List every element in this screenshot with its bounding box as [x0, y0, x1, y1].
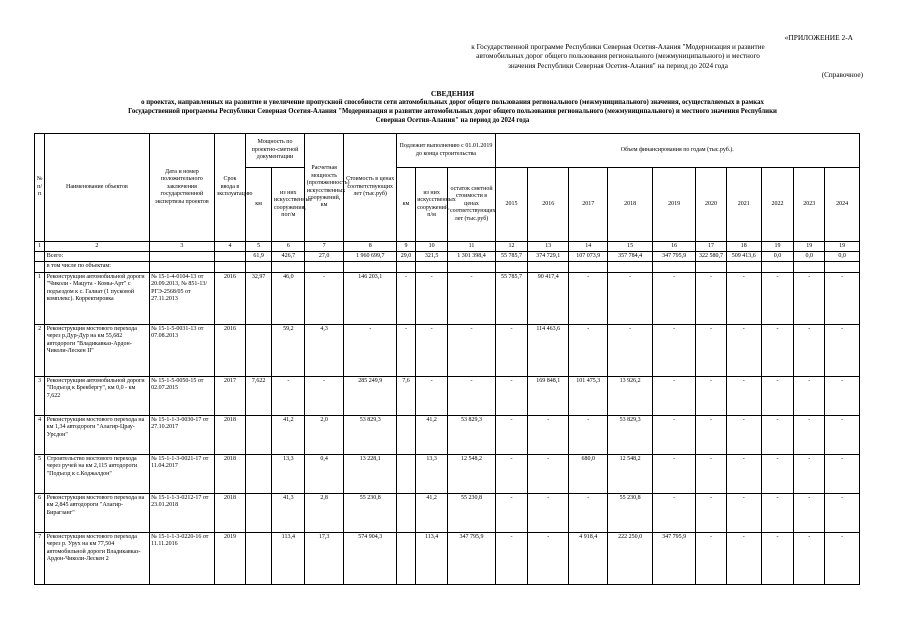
total-row: [35, 252, 860, 262]
table-cell: [245, 493, 272, 532]
empty-cell: [653, 262, 696, 272]
column-number: 4: [215, 242, 246, 252]
table-cell: [397, 532, 415, 584]
column-number: 19: [825, 242, 860, 252]
total-value: 426,7: [272, 252, 305, 262]
table-cell: [397, 415, 415, 454]
total-label: Всего:: [45, 252, 149, 262]
column-number: 8: [344, 242, 397, 252]
table-cell: 114 463,6: [528, 324, 569, 376]
table-row: [35, 415, 860, 454]
table-cell: 2016: [215, 324, 246, 376]
total-value: 321,5: [415, 252, 448, 262]
table-cell: -: [696, 454, 727, 493]
table-cell: -: [495, 493, 528, 532]
table-cell: -: [415, 376, 448, 415]
table-cell: -: [495, 324, 528, 376]
table-cell: 2018: [215, 415, 246, 454]
header-remaining-cost: остаток сметной стоимости в ценах соответствующих лет (тыс.руб): [448, 168, 495, 242]
column-number: 19: [794, 242, 825, 252]
empty-cell: [569, 262, 608, 272]
document-title: СВЕДЕНИЯ: [430, 89, 475, 98]
object-name-cell: Реконструкция автомобильной дороги "Подъезд к Брекбергу", км 0,0 - км 7,622: [45, 376, 149, 415]
header-expertise: Дата и номер положительного заключения государственной экспертизы проектов: [149, 134, 215, 242]
table-row: [35, 532, 860, 584]
table-cell: 12 548,2: [448, 454, 495, 493]
table-cell: 2017: [215, 376, 246, 415]
table-cell: 13 228,1: [344, 454, 397, 493]
table-cell: 574 904,3: [344, 532, 397, 584]
empty-cell: [825, 262, 860, 272]
header-year-2021: 2021: [726, 168, 761, 242]
table-cell: 2,0: [305, 415, 344, 454]
table-cell: -: [344, 324, 397, 376]
expertise-cell: № 15-1-5-0050-15 от 02.07.2015: [149, 376, 215, 415]
table-cell: 347 795,9: [653, 532, 696, 584]
table-cell: -: [696, 493, 727, 532]
table-cell: 13,3: [415, 454, 448, 493]
table-cell: -: [448, 324, 495, 376]
total-value: 322 580,7: [696, 252, 727, 262]
table-cell: -: [528, 415, 569, 454]
empty-cell: [761, 262, 794, 272]
table-cell: 2018: [215, 454, 246, 493]
empty-cell: [696, 262, 727, 272]
column-number: 17: [696, 242, 727, 252]
table-cell: -: [528, 454, 569, 493]
table-cell: -: [528, 493, 569, 532]
table-cell: -: [696, 272, 727, 324]
table-cell: -: [794, 532, 825, 584]
column-number: 11: [448, 242, 495, 252]
empty-cell: [528, 262, 569, 272]
table-cell: -: [825, 324, 860, 376]
table-cell: -: [696, 532, 727, 584]
table-row: [35, 493, 860, 532]
table-cell: 53 829,3: [448, 415, 495, 454]
total-value: 27,0: [305, 252, 344, 262]
empty-cell: [272, 262, 305, 272]
table-cell: [245, 324, 272, 376]
column-numbers-row: [35, 242, 860, 252]
header-art-structures: из них искусственные сооружения, пог/м: [272, 168, 305, 242]
column-number: 18: [726, 242, 761, 252]
appendix-block: [383, 33, 863, 80]
table-cell: -: [726, 324, 761, 376]
table-cell: 2019: [215, 532, 246, 584]
table-cell: -: [794, 493, 825, 532]
table-cell: -: [794, 324, 825, 376]
table-cell: -: [825, 493, 860, 532]
total-value: 61,9: [245, 252, 272, 262]
table-row: [35, 272, 860, 324]
column-number: 13: [528, 242, 569, 252]
table-cell: -: [761, 415, 794, 454]
empty-cell: [495, 262, 528, 272]
empty-cell: [726, 262, 761, 272]
table-cell: -: [825, 454, 860, 493]
table-cell: 46,0: [272, 272, 305, 324]
empty-cell: [608, 262, 653, 272]
table-cell: 680,0: [569, 454, 608, 493]
empty-cell: [149, 262, 215, 272]
table-cell: 4 918,4: [569, 532, 608, 584]
header-year-2018: 2018: [608, 168, 653, 242]
table-cell: 53 829,3: [608, 415, 653, 454]
expertise-cell: № 15-1-1-3-0212-17 от 23.01.2018: [149, 493, 215, 532]
empty-cell: [215, 262, 246, 272]
table-cell: -: [569, 272, 608, 324]
object-name-cell: Реконструкция мостового перехода через р. Урух на км 77,504 автомобильной дороги Владикавказ-Ардон-Чиколи-Лескен 2: [45, 532, 149, 584]
header-done-group: Подлежит выполнению с 01.01.2019 до конца строительства: [397, 134, 495, 168]
table-cell: -: [448, 272, 495, 324]
table-cell: 90 417,4: [528, 272, 569, 324]
column-number: 12: [495, 242, 528, 252]
table-cell: -: [794, 376, 825, 415]
table-cell: -: [653, 272, 696, 324]
total-num: [35, 252, 45, 262]
object-name-cell: Реконструкция мостового перехода на км 1,34 автодороги "Алагир-Црау-Урсдон": [45, 415, 149, 454]
object-name-cell: Реконструкция мостового перехода через р.Дур-Дур на км 55,682 автодороги "Владикавказ-Ардон-Чиколи-Лескен II": [45, 324, 149, 376]
appendix-line-2: автомобильных дорог общего пользования регионального (межмуниципального) и местного: [476, 52, 760, 61]
table-cell: -: [653, 454, 696, 493]
projects-table: [34, 133, 860, 585]
table-cell: 55 230,8: [608, 493, 653, 532]
table-cell: [245, 532, 272, 584]
table-cell: -: [726, 415, 761, 454]
column-number: 19: [761, 242, 794, 252]
table-cell: -: [608, 324, 653, 376]
table-cell: -: [825, 415, 860, 454]
empty-cell: [397, 262, 415, 272]
table-cell: -: [761, 376, 794, 415]
expertise-cell: № 15-1-5-0031-13 от 07.08.2013: [149, 324, 215, 376]
table-body: [35, 242, 860, 585]
table-cell: 0,4: [305, 454, 344, 493]
table-cell: 41,3: [272, 493, 305, 532]
table-cell: -: [528, 532, 569, 584]
table-cell: -: [495, 532, 528, 584]
column-number: 16: [653, 242, 696, 252]
table-cell: 7,6: [397, 376, 415, 415]
table-cell: 12 548,2: [608, 454, 653, 493]
header-capacity-group: Мощность по проектно-сметной документации: [245, 134, 304, 168]
header-term: Срок ввода в эксплуатацию: [215, 134, 246, 242]
column-number: 14: [569, 242, 608, 252]
object-name-cell: Строительство мостового перехода через ручей на км 2,115 автодороги "Подъезд к с.Коджалдон": [45, 454, 149, 493]
column-number: 15: [608, 242, 653, 252]
header-year-2017: 2017: [569, 168, 608, 242]
column-number: 3: [149, 242, 215, 252]
table-cell: -: [696, 415, 727, 454]
table-cell: -: [608, 272, 653, 324]
table-cell: -: [794, 415, 825, 454]
empty-cell: [448, 262, 495, 272]
appendix-line-1: к Государственной программе Республики Северная Осетия-Алания "Модернизация и развитие: [471, 43, 765, 52]
total-value: 29,0: [397, 252, 415, 262]
table-cell: -: [397, 324, 415, 376]
table-cell: 101 475,3: [569, 376, 608, 415]
table-cell: 41,2: [415, 415, 448, 454]
header-cost: Стоимость в ценах соответствующих лет (тыс.руб): [344, 134, 397, 242]
including-label: в том числе по объектам:: [45, 262, 149, 272]
header-year-2019: 2019: [653, 168, 696, 242]
expertise-cell: № 15-1-1-3-0021-17 от 11.04.2017: [149, 454, 215, 493]
table-cell: -: [726, 272, 761, 324]
header-financing-group: Объем финансирования по годам (тыс.руб.).: [495, 134, 859, 168]
table-cell: 41,2: [415, 493, 448, 532]
table-cell: 347 795,9: [448, 532, 495, 584]
table-cell: -: [653, 376, 696, 415]
table-cell: -: [495, 376, 528, 415]
table-cell: 4: [35, 415, 45, 454]
table-cell: -: [305, 272, 344, 324]
expertise-cell: № 15-1-1-3-0220-16 от 11.11.2016: [149, 532, 215, 584]
total-value: 374 729,1: [528, 252, 569, 262]
header-year-2024: 2024: [825, 168, 860, 242]
table-row: [35, 454, 860, 493]
table-cell: -: [825, 532, 860, 584]
table-cell: -: [761, 532, 794, 584]
empty-cell: [245, 262, 272, 272]
table-cell: 113,4: [272, 532, 305, 584]
including-row: [35, 262, 860, 272]
table-row: [35, 376, 860, 415]
table-cell: -: [726, 454, 761, 493]
header-calc-capacity: Расчетная мощность (протяженность) искусственных сооружений, км: [305, 134, 344, 242]
table-cell: -: [653, 493, 696, 532]
table-cell: -: [653, 415, 696, 454]
table-cell: 4,3: [305, 324, 344, 376]
table-cell: [245, 454, 272, 493]
total-value: [149, 252, 215, 262]
empty-cell: [344, 262, 397, 272]
header-done-km: км: [397, 168, 415, 242]
table-cell: [397, 454, 415, 493]
table-cell: -: [726, 532, 761, 584]
header-year-2020: 2020: [696, 168, 727, 242]
total-value: 357 784,4: [608, 252, 653, 262]
table-cell: -: [794, 454, 825, 493]
table-cell: 169 848,1: [528, 376, 569, 415]
header-year-2016: 2016: [528, 168, 569, 242]
table-cell: -: [794, 272, 825, 324]
column-number: 9: [397, 242, 415, 252]
table-cell: -: [726, 493, 761, 532]
table-cell: -: [305, 376, 344, 415]
column-number: 5: [245, 242, 272, 252]
column-number: 10: [415, 242, 448, 252]
empty-cell: [415, 262, 448, 272]
table-cell: 285 249,9: [344, 376, 397, 415]
table-cell: 222 250,0: [608, 532, 653, 584]
table-cell: 6: [35, 493, 45, 532]
appendix-line-3: значения Республики Северная Осетия-Алания" на период до 2024 года: [508, 61, 728, 70]
header-year-2022: 2022: [761, 168, 794, 242]
header-name: Наименование объектов: [45, 134, 149, 242]
empty-cell: [794, 262, 825, 272]
table-cell: 59,2: [272, 324, 305, 376]
table-cell: -: [761, 272, 794, 324]
empty-cell: [305, 262, 344, 272]
table-cell: 113,4: [415, 532, 448, 584]
table-cell: [397, 493, 415, 532]
subtitle-line-3: Северная Осетия-Алания" на период до 2024 года: [375, 116, 530, 124]
table-cell: 55 230,8: [448, 493, 495, 532]
total-value: 0,0: [825, 252, 860, 262]
total-value: 0,0: [761, 252, 794, 262]
table-cell: -: [696, 324, 727, 376]
appendix-header: «ПРИЛОЖЕНИЕ 2-А: [784, 33, 853, 42]
table-cell: -: [653, 324, 696, 376]
table-cell: -: [448, 376, 495, 415]
header-done-art: из них искусственных сооружений, п/м: [415, 168, 448, 242]
table-cell: -: [569, 415, 608, 454]
table-cell: 7,622: [245, 376, 272, 415]
table-cell: 2,8: [305, 493, 344, 532]
table-cell: -: [761, 324, 794, 376]
table-cell: -: [569, 493, 608, 532]
table-cell: -: [726, 376, 761, 415]
table-cell: 13,3: [272, 454, 305, 493]
table-cell: [245, 415, 272, 454]
table-cell: -: [495, 415, 528, 454]
table-cell: 55 230,8: [344, 493, 397, 532]
table-cell: 53 829,3: [344, 415, 397, 454]
table-cell: 13 926,2: [608, 376, 653, 415]
total-value: 509 413,6: [726, 252, 761, 262]
including-num: [35, 262, 45, 272]
object-name-cell: Реконструкция мостового перехода на км 2,845 автодороги "Алагир-Бирагзанг": [45, 493, 149, 532]
header-year-2015: 2015: [495, 168, 528, 242]
table-cell: 5: [35, 454, 45, 493]
subtitle-line-2: Государственной программы Республики Северная Осетия-Алания "Модернизация и развитие автомобильных дорог общего пользования регионального (межмуниципального) и местного значения Республики: [128, 107, 777, 115]
table-cell: -: [272, 376, 305, 415]
table-cell: -: [825, 272, 860, 324]
total-value: 107 073,9: [569, 252, 608, 262]
header-year-2023: 2023: [794, 168, 825, 242]
expertise-cell: № 15-1-1-3-0030-17 от 27.10.2017: [149, 415, 215, 454]
appendix-reference-note: (Справочное): [821, 70, 863, 79]
column-number: 7: [305, 242, 344, 252]
column-number: 2: [45, 242, 149, 252]
table-cell: -: [397, 272, 415, 324]
table-cell: 2018: [215, 493, 246, 532]
total-value: 347 795,9: [653, 252, 696, 262]
header-km: км: [245, 168, 272, 242]
total-value: 0,0: [794, 252, 825, 262]
table-cell: -: [696, 376, 727, 415]
table-cell: 32,97: [245, 272, 272, 324]
header-num: № п/п: [35, 134, 45, 242]
total-value: 1 960 699,7: [344, 252, 397, 262]
column-number: 1: [35, 242, 45, 252]
table-cell: 1: [35, 272, 45, 324]
table-cell: -: [569, 324, 608, 376]
table-cell: -: [825, 376, 860, 415]
table-cell: 7: [35, 532, 45, 584]
table-cell: -: [495, 454, 528, 493]
table-cell: -: [761, 493, 794, 532]
total-value: 1 301 398,4: [448, 252, 495, 262]
table-cell: 3: [35, 376, 45, 415]
document-subtitle: [25, 99, 880, 125]
table-cell: 17,3: [305, 532, 344, 584]
table-cell: -: [415, 324, 448, 376]
table-cell: 55 785,7: [495, 272, 528, 324]
table-cell: -: [415, 272, 448, 324]
total-value: 55 785,7: [495, 252, 528, 262]
table-cell: 2: [35, 324, 45, 376]
table-cell: 41,2: [272, 415, 305, 454]
subtitle-line-1: о проектах, направленных на развитие и увеличение пропускной способности сети автомобильных дорог общего пользования регионального (межмуниципального) значения, осуществляемых в рамках: [141, 99, 764, 106]
expertise-cell: № 15-1-4-0104-13 от 20.09.2013, № 851-13/РГЭ-2568/05 от 27.11.2013: [149, 272, 215, 324]
table-cell: -: [761, 454, 794, 493]
table-row: [35, 324, 860, 376]
object-name-cell: Реконструкция автомобильной дороги "Чиколи - Мацута - Комы-Арт" с подъездом к с. Галиат (1 пусковой комплекс). Корректировка: [45, 272, 149, 324]
column-number: 6: [272, 242, 305, 252]
table-cell: 146 203,1: [344, 272, 397, 324]
table-cell: 2016: [215, 272, 246, 324]
total-value: [215, 252, 246, 262]
